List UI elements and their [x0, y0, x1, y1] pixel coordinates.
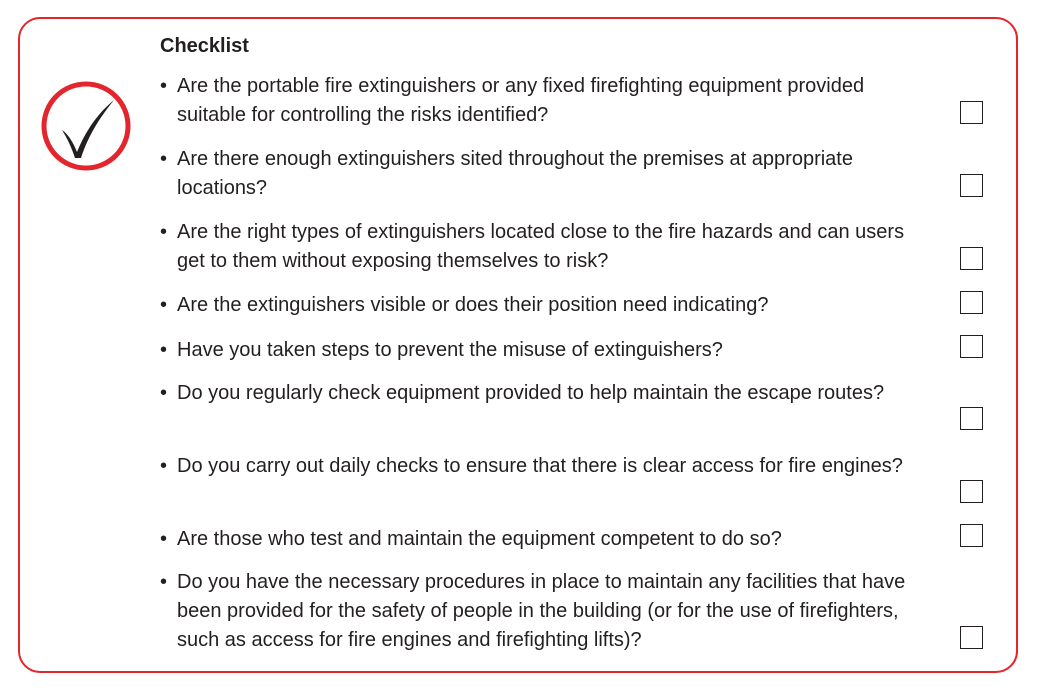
- checklist-item-text: Are the right types of extinguishers located close to the fire hazards and can users get to them without exposing themselves to risk?: [177, 221, 905, 272]
- checklist-title: Checklist: [160, 35, 249, 57]
- checklist-item-text: Do you regularly check equipment provided to help maintain the escape routes?: [177, 382, 885, 404]
- checkbox[interactable]: [960, 626, 983, 649]
- checklist-item: [160, 336, 920, 365]
- bullet: •: [160, 528, 168, 550]
- checklist-item: [160, 452, 920, 481]
- checklist-item-text: Have you taken steps to prevent the misuse of extinguishers?: [177, 339, 723, 361]
- checklist-item-text: Do you have the necessary procedures in place to maintain any facilities that have been provided for the safety of people in the building (or for the use of firefighters, such as access for fire engines and firefighting lifts)?: [177, 571, 906, 651]
- checkbox[interactable]: [960, 524, 983, 547]
- checklist-item: [160, 291, 920, 320]
- bullet: •: [160, 382, 168, 404]
- checklist-item-text: Are there enough extinguishers sited throughout the premises at appropriate locations?: [177, 148, 853, 199]
- checkbox[interactable]: [960, 407, 983, 430]
- checklist-item-text: Are those who test and maintain the equipment competent to do so?: [177, 528, 782, 550]
- checklist-item: [160, 72, 920, 130]
- checklist-item: [160, 145, 920, 203]
- checklist-item-text: Are the extinguishers visible or does their position need indicating?: [177, 294, 769, 316]
- checkbox[interactable]: [960, 291, 983, 314]
- checkmark-badge-icon: [40, 80, 132, 172]
- checklist-item: [160, 379, 920, 408]
- checklist-item-text: Are the portable fire extinguishers or any fixed firefighting equipment provided suitable for controlling the risks identified?: [177, 75, 865, 126]
- checkbox[interactable]: [960, 247, 983, 270]
- bullet: •: [160, 294, 168, 316]
- checklist-item-text: Do you carry out daily checks to ensure that there is clear access for fire engines?: [177, 455, 903, 477]
- checkbox[interactable]: [960, 174, 983, 197]
- checkbox[interactable]: [960, 480, 983, 503]
- checklist-item: [160, 525, 920, 554]
- bullet: •: [160, 455, 168, 477]
- bullet: •: [160, 221, 168, 243]
- checklist-item: [160, 568, 920, 655]
- bullet: •: [160, 148, 168, 170]
- bullet: •: [160, 571, 168, 593]
- checkbox[interactable]: [960, 335, 983, 358]
- bullet: •: [160, 339, 168, 361]
- checkbox[interactable]: [960, 101, 983, 124]
- checklist-item: [160, 218, 920, 276]
- bullet: •: [160, 75, 168, 97]
